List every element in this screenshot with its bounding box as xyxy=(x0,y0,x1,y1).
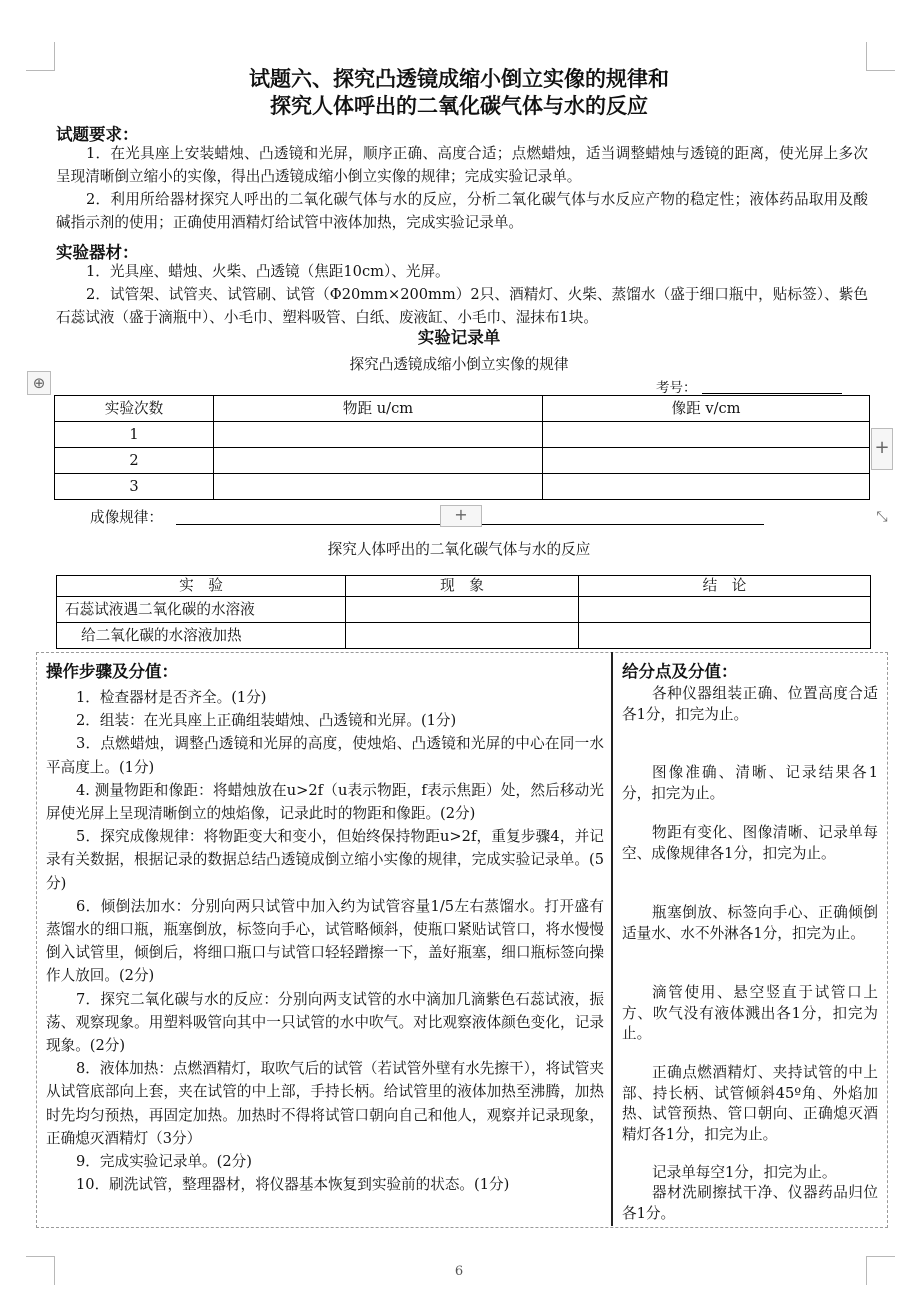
header-object-distance: 物距 u/cm xyxy=(214,396,543,422)
scoring-item: 物距有变化、图像清晰、记录单每空、成像规律各1分，扣完为止。 xyxy=(622,824,878,862)
experiment-cell: 给二氧化碳的水溶液加热 xyxy=(57,623,346,649)
scoring-item: 各种仪器组装正确、位置高度合适各1分，扣完为止。 xyxy=(622,685,878,723)
table-move-icon[interactable]: ⊕ xyxy=(27,371,51,395)
exam-number-line xyxy=(702,393,842,394)
materials-2: 2．试管架、试管夹、试管刷、试管（Φ20mm×200mm）2只、酒精灯、火柴、蒸馏水（盛于细口瓶中，贴标签）、紫色石蕊试液（盛于滴瓶中）、小毛巾、塑料吸管、白纸、废液缸、小毛巾、湿抹布1块。 xyxy=(56,286,868,326)
requirement-1: 1．在光具座上安装蜡烛、凸透镜和光屏，顺序正确、高度合适；点燃蜡烛，适当调整蜡烛与透镜的距离，使光屏上多次呈现清晰倒立缩小的实像，得出凸透镜成缩小倒立实像的规律；完成实验记录单。 xyxy=(56,145,868,185)
experiment-cell: 石蕊试液遇二氧化碳的水溶液 xyxy=(57,597,346,623)
table-header-row xyxy=(55,396,870,422)
table-row xyxy=(55,422,870,448)
requirements-heading: 试题要求： xyxy=(56,125,139,144)
scoring-item: 瓶塞倒放、标签向手心、正确倾倒适量水、水不外淋各1分，扣完为止。 xyxy=(622,904,878,942)
step-item: 8．液体加热：点燃酒精灯，取吹气后的试管（若试管外壁有水先擦干），将试管夹从试管底部向上套，夹在试管的中上部，手持长柄。给试管里的液体加热至沸腾，加热时先均匀预热，再固定加热。加热时不得将试管口朝向自己和他人，观察并记录现象，正确熄灭酒精灯（3分） xyxy=(46,1060,604,1147)
object-distance-cell[interactable] xyxy=(214,422,543,448)
image-distance-cell[interactable] xyxy=(543,474,870,500)
scoring-item: 器材洗刷擦拭干净、仪器药品归位各1分。 xyxy=(622,1184,878,1222)
steps-column xyxy=(46,658,604,1196)
co2-data-table xyxy=(56,575,871,649)
header-trial: 实验次数 xyxy=(55,396,214,422)
imaging-rule-label: 成像规律： xyxy=(90,509,163,526)
trial-number: 2 xyxy=(55,448,214,474)
scoring-item: 记录单每空1分，扣完为止。 xyxy=(652,1164,837,1181)
conclusion-cell[interactable] xyxy=(579,623,871,649)
header-conclusion: 结 论 xyxy=(579,576,871,597)
add-column-button[interactable]: + xyxy=(871,428,893,470)
lens-data-table xyxy=(54,395,870,500)
scoring-heading: 给分点及分值： xyxy=(622,662,738,681)
materials-heading: 实验器材： xyxy=(56,243,139,262)
table-row xyxy=(55,474,870,500)
step-item: 7．探究二氧化碳与水的反应：分别向两支试管的水中滴加几滴紫色石蕊试液，振荡、观察现象。用塑料吸管向其中一只试管的水中吹气。对比观察液体颜色变化，记录现象。(2分) xyxy=(46,990,604,1055)
conclusion-cell[interactable] xyxy=(579,597,871,623)
header-experiment: 实 验 xyxy=(57,576,346,597)
trial-number: 1 xyxy=(55,422,214,448)
image-distance-cell[interactable] xyxy=(543,448,870,474)
object-distance-cell[interactable] xyxy=(214,474,543,500)
step-item: 6．倾倒法加水：分别向两只试管中加入约为试管容量1/5左右蒸馏水。打开盛有蒸馏水的细口瓶，瓶塞倒放，标签向手心，试管略倾斜，使瓶口紧贴试管口，将水慢慢倒入试管里，倾倒后，将细口瓶口与试管口轻轻蹭擦一下，盖好瓶塞，细口瓶标签向操作人放回。(2分) xyxy=(46,897,604,985)
page-number: 6 xyxy=(454,1264,464,1279)
step-item: 4. 测量物距和像距：将蜡烛放在u>2f（u表示物距，f表示焦距）处，然后移动光屏使光屏上呈现清晰倒立的烛焰像，记录此时的物距和像距。(2分) xyxy=(46,781,604,823)
step-item: 5．探究成像规律：将物距变大和变小，但始终保持物距u>2f，重复步骤4，并记录有关数据，根据记录的数据总结凸透镜成倒立缩小实像的规律，完成实验记录单。(5分) xyxy=(46,828,604,892)
scoring-item: 滴管使用、悬空竖直于试管口上方、吹气没有液体溅出各1分，扣完为止。 xyxy=(622,984,878,1042)
table-row xyxy=(57,597,871,623)
header-phenomenon: 现 象 xyxy=(346,576,579,597)
page-title-line-1: 试题六、探究凸透镜成缩小倒立实像的规律和 xyxy=(249,67,669,91)
image-distance-cell[interactable] xyxy=(543,422,870,448)
record-sheet-heading: 实验记录单 xyxy=(417,328,501,347)
phenomenon-cell[interactable] xyxy=(346,597,579,623)
table-header-row xyxy=(57,576,871,597)
scoring-item: 图像准确、清晰、记录结果各1分，扣完为止。 xyxy=(622,764,878,802)
step-item: 10．刷洗试管，整理器材，将仪器基本恢复到实验前的状态。(1分) xyxy=(76,1176,510,1194)
step-item: 2．组装：在光具座上正确组装蜡烛、凸透镜和光屏。(1分) xyxy=(76,712,457,730)
requirement-2: 2．利用所给器材探究人呼出的二氧化碳气体与水的反应，分析二氧化碳气体与水反应产物的稳定性；液体药品取用及酸碱指示剂的使用；正确使用酒精灯给试管中液体加热，完成实验记录单。 xyxy=(56,191,868,231)
page-title-line-2: 探究人体呼出的二氧化碳气体与水的反应 xyxy=(270,94,648,118)
add-row-button[interactable]: + xyxy=(440,505,482,527)
column-divider xyxy=(611,652,613,1226)
lens-experiment-subtitle: 探究凸透镜成缩小倒立实像的规律 xyxy=(349,356,569,373)
steps-heading: 操作步骤及分值： xyxy=(46,662,178,681)
exam-number-label: 考号： xyxy=(656,380,697,396)
step-item: 1．检查器材是否齐全。(1分) xyxy=(76,689,267,706)
object-distance-cell[interactable] xyxy=(214,448,543,474)
table-row xyxy=(55,448,870,474)
step-item: 9．完成实验记录单。(2分) xyxy=(76,1153,252,1171)
co2-experiment-subtitle: 探究人体呼出的二氧化碳气体与水的反应 xyxy=(327,541,591,558)
materials-1: 1．光具座、蜡烛、火柴、凸透镜（焦距10cm）、光屏。 xyxy=(86,263,450,280)
scoring-item: 正确点燃酒精灯、夹持试管的中上部、持长柄、试管倾斜45º角、外焰加热、试管预热、管口朝向、正确熄灭酒精灯各1分，扣完为止。 xyxy=(622,1064,878,1143)
scoring-column xyxy=(614,652,886,1226)
table-row xyxy=(57,623,871,649)
trial-number: 3 xyxy=(55,474,214,500)
table-resize-icon[interactable]: ⤡ xyxy=(876,509,888,525)
phenomenon-cell[interactable] xyxy=(346,623,579,649)
header-image-distance: 像距 v/cm xyxy=(543,396,870,422)
step-item: 3．点燃蜡烛，调整凸透镜和光屏的高度，使烛焰、凸透镜和光屏的中心在同一水平高度上。(1分) xyxy=(46,735,604,776)
